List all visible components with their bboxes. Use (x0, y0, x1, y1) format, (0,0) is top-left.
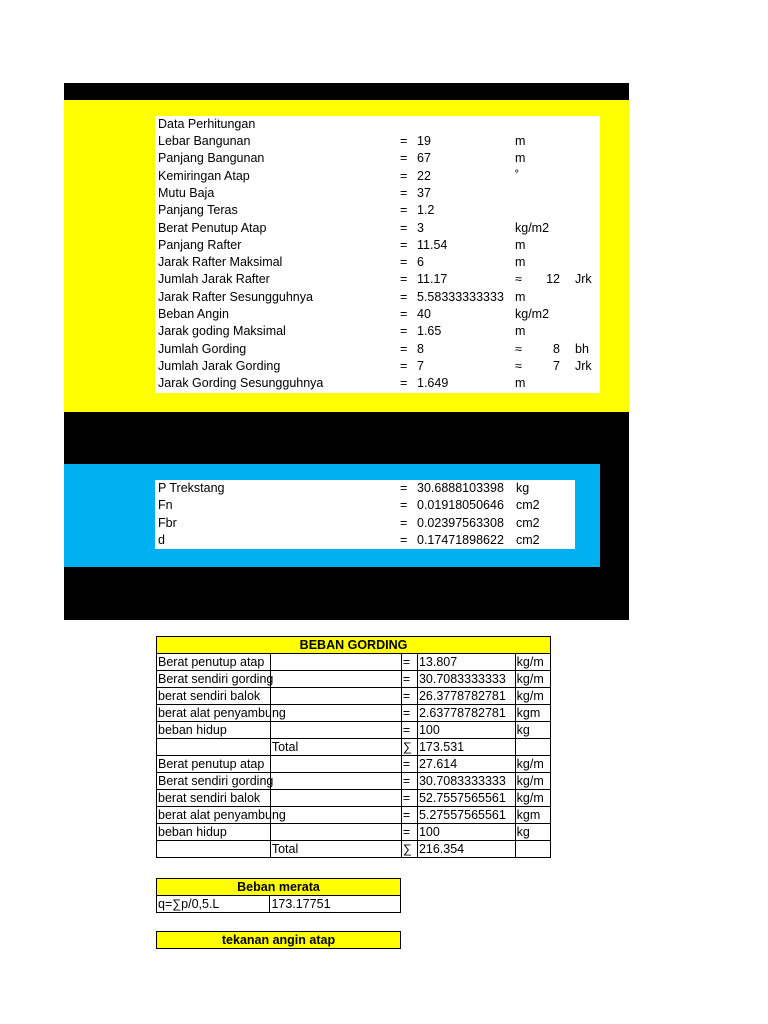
row-unit: cm2 (516, 498, 540, 513)
row-label: Jarak Rafter Maksimal (158, 255, 283, 270)
tekanan-angin-title: tekanan angin atap (156, 931, 401, 949)
cell-total-label (270, 790, 401, 807)
cell-equals: = (401, 773, 417, 790)
cell-unit: kgm (515, 807, 550, 824)
cell-unit: kg/m (515, 773, 550, 790)
cell-unit: kg (515, 824, 550, 841)
row-label: Jarak goding Maksimal (158, 324, 286, 339)
data-row (0, 375, 768, 392)
row-approx: ≈ (515, 272, 522, 287)
beban-merata-value: 173.17751 (270, 896, 401, 913)
row-label: Jumlah Jarak Gording (158, 358, 281, 373)
row-equals: = (400, 237, 408, 252)
table-row (157, 790, 551, 807)
cell-value: 30.7083333333 (417, 773, 515, 790)
cell-label: Berat penutup atap (157, 756, 271, 773)
data-row (0, 202, 768, 219)
row-label: Fbr (158, 515, 177, 530)
cell-total-label: Total (270, 739, 401, 756)
cell-value: 216.354 (417, 841, 515, 858)
row-equals: = (400, 324, 408, 339)
data-row (0, 254, 768, 271)
row-value: 8 (417, 341, 424, 356)
row-label: Beban Angin (158, 307, 229, 321)
row-value: 1.65 (417, 324, 442, 339)
cell-unit: kg/m (515, 756, 550, 773)
row-equals: = (400, 376, 408, 391)
row-equals: = (400, 168, 408, 183)
row-value: 37 (417, 185, 431, 200)
cell-label: berat alat penyambung (158, 808, 286, 822)
row-label: Jumlah Jarak Rafter (158, 272, 270, 287)
row-approx: ≈ (515, 341, 522, 356)
cell-unit: kgm (515, 705, 550, 722)
cell-label: berat alat penyambung (158, 706, 286, 720)
cell-label: Berat sendiri gording (158, 774, 274, 788)
beban-merata-title: Beban merata (156, 878, 401, 896)
row-equals: = (400, 498, 408, 513)
data-row (0, 133, 768, 150)
beban-gording-title: BEBAN GORDING (157, 637, 551, 654)
row-value: 22 (417, 168, 431, 183)
row-equals: = (400, 134, 408, 148)
row-unit: kg (516, 481, 530, 495)
row-label: d (158, 532, 165, 547)
data-row (0, 237, 768, 254)
data-row (0, 185, 768, 202)
cell-value: 27.614 (417, 756, 515, 773)
row-equals: = (400, 220, 408, 235)
data-row (0, 306, 768, 323)
row-equals: = (400, 515, 408, 530)
cell-label: berat sendiri balok (157, 688, 271, 705)
cell-equals: ∑ (401, 841, 417, 858)
table-row (157, 722, 551, 739)
table-row (157, 807, 551, 824)
cell-equals: = (401, 688, 417, 705)
cell-equals: = (401, 807, 417, 824)
table-row (157, 705, 551, 722)
row-value: 40 (417, 307, 431, 321)
cell-equals: = (401, 824, 417, 841)
row-label: Panjang Teras (158, 203, 238, 218)
row-count: 8 (553, 341, 560, 356)
cell-total-label (270, 773, 401, 790)
cell-equals: = (401, 654, 417, 671)
row-equals: = (400, 358, 408, 373)
cell-label (157, 739, 271, 756)
cell-unit: kg/m (515, 790, 550, 807)
row-equals: = (400, 481, 408, 495)
table-row (157, 824, 551, 841)
data-perhitungan-title: Data Perhitungan (158, 117, 256, 131)
data-row (0, 150, 768, 167)
row-value: 0.02397563308 (417, 515, 504, 530)
cell-unit (515, 841, 550, 858)
table-row (157, 773, 551, 790)
row-count: 12 (546, 272, 560, 287)
row-count-unit: Jrk (575, 358, 592, 373)
row-approx: ≈ (515, 358, 522, 373)
data-row (0, 341, 768, 358)
cell-equals: = (401, 756, 417, 773)
row-equals: = (400, 255, 408, 270)
cell-label: beban hidup (157, 722, 271, 739)
row-value: 1.649 (417, 376, 449, 391)
row-label: Panjang Bangunan (158, 151, 265, 166)
row-value: 0.17471898622 (417, 532, 504, 547)
row-unit: kg/m2 (515, 307, 550, 321)
row-equals: = (400, 532, 408, 547)
cell-label (157, 841, 271, 858)
row-equals: = (400, 185, 408, 200)
data-row (0, 289, 768, 306)
black-band-middle (64, 412, 629, 464)
row-count-unit: Jrk (575, 272, 592, 287)
row-equals: = (400, 203, 408, 218)
row-unit: m (515, 376, 526, 391)
row-label: Fn (158, 498, 173, 513)
cell-total-label (270, 705, 401, 722)
row-value: 11.17 (417, 272, 448, 287)
cell-value: 26.3778782781 (417, 688, 515, 705)
row-label: Mutu Baja (158, 185, 215, 200)
row-value: 1.2 (417, 203, 435, 218)
row-value: 7 (417, 358, 424, 373)
row-value: 0.01918050646 (417, 498, 504, 513)
cell-total-label (270, 654, 401, 671)
cell-label: Berat penutup atap (157, 654, 271, 671)
cell-total-label (270, 688, 401, 705)
data-row (0, 323, 768, 340)
cell-total-label (270, 824, 401, 841)
row-unit: m (515, 324, 526, 339)
cell-total-label (270, 671, 401, 688)
row-equals: = (400, 151, 408, 166)
row-equals: = (400, 272, 408, 287)
cell-label: beban hidup (157, 824, 271, 841)
cell-unit (515, 739, 550, 756)
cell-total-label (270, 756, 401, 773)
table-row (157, 739, 551, 756)
row-unit: m (515, 151, 526, 166)
cell-total-label (270, 722, 401, 739)
cell-label: berat sendiri balok (157, 790, 271, 807)
cell-value: 173.531 (417, 739, 515, 756)
row-value: 6 (417, 255, 424, 270)
cell-equals: = (401, 705, 417, 722)
table-row (157, 756, 551, 773)
row-label: Berat Penutup Atap (158, 220, 267, 235)
table-row (157, 841, 551, 858)
cell-unit: kg/m (515, 671, 550, 688)
table-row (157, 671, 551, 688)
cell-value: 52.7557565561 (417, 790, 515, 807)
row-label: Kemiringan Atap (158, 168, 250, 183)
row-equals: = (400, 289, 408, 304)
cell-value: 30.7083333333 (417, 671, 515, 688)
trekstang-row (0, 497, 768, 514)
row-unit: m (515, 255, 526, 270)
row-count-unit: bh (575, 341, 589, 356)
cell-value: 100 (417, 722, 515, 739)
table-row (157, 688, 551, 705)
beban-merata-formula: q=∑p/0,5.L (157, 896, 270, 913)
row-label: Lebar Bangunan (158, 134, 251, 148)
black-band-bottom (64, 567, 629, 620)
row-value: 30.6888103398 (417, 481, 504, 495)
row-equals: = (400, 307, 408, 321)
row-value: 11.54 (417, 237, 448, 252)
row-unit: cm2 (516, 532, 540, 547)
data-row (0, 168, 768, 185)
row-unit: cm2 (516, 515, 540, 530)
row-label: Panjang Rafter (158, 237, 242, 252)
data-row (0, 358, 768, 375)
row-unit: m (515, 289, 526, 304)
row-value: 19 (417, 134, 431, 148)
beban-gording-table (156, 636, 551, 858)
trekstang-row (0, 515, 768, 532)
row-label: Jarak Rafter Sesungguhnya (158, 289, 313, 304)
row-unit: kg/m2 (515, 220, 550, 235)
cell-value: 5.27557565561 (417, 807, 515, 824)
row-label: Jarak Gording Sesungguhnya (158, 376, 324, 391)
row-unit: ˚ (515, 168, 520, 183)
trekstang-row (0, 532, 768, 549)
row-value: 5.58333333333 (417, 289, 504, 304)
cell-value: 13.807 (417, 654, 515, 671)
cell-equals: ∑ (401, 739, 417, 756)
row-value: 67 (417, 151, 431, 166)
row-label: Jumlah Gording (158, 341, 247, 356)
cell-total-label: Total (270, 841, 401, 858)
row-label: P Trekstang (158, 481, 225, 495)
cell-unit: kg (515, 722, 550, 739)
row-count: 7 (553, 358, 560, 373)
cell-unit: kg/m (515, 688, 550, 705)
cell-value: 2.63778782781 (417, 705, 515, 722)
cell-total-label (270, 807, 401, 824)
data-row (0, 271, 768, 288)
cell-unit: kg/m (515, 654, 550, 671)
cell-value: 100 (417, 824, 515, 841)
trekstang-row (0, 480, 768, 497)
black-band-top (64, 83, 629, 100)
row-value: 3 (417, 220, 424, 235)
row-equals: = (400, 341, 408, 356)
data-row (0, 220, 768, 237)
row-unit: m (515, 237, 526, 252)
cell-label: Berat sendiri gording (158, 672, 274, 686)
beban-merata-table (156, 895, 401, 913)
cell-equals: = (401, 722, 417, 739)
row-unit: m (515, 134, 526, 148)
cell-equals: = (401, 790, 417, 807)
cell-equals: = (401, 671, 417, 688)
table-row (157, 654, 551, 671)
